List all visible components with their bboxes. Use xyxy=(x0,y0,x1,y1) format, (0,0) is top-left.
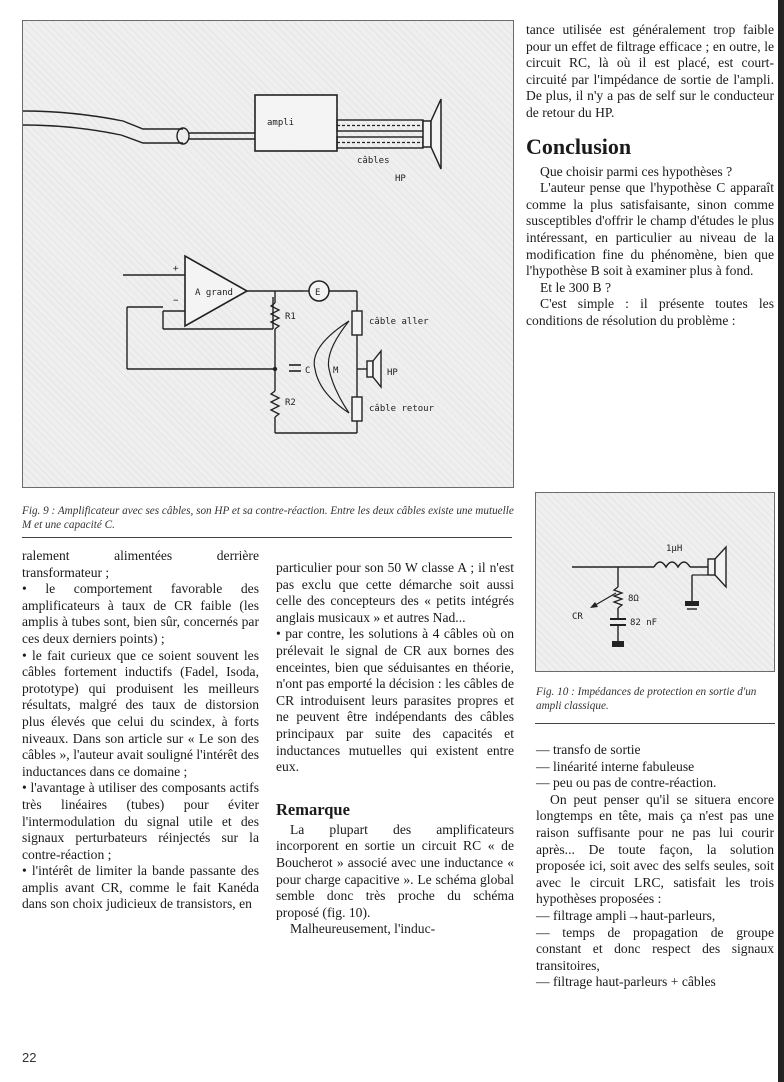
cr-arrow-icon xyxy=(590,602,598,608)
plus-label: + xyxy=(173,264,179,274)
minus-label: − xyxy=(173,296,179,306)
ground-icon xyxy=(612,641,624,647)
figure-9-caption: Fig. 9 : Amplificateur avec ses câbles, son HP et sa contre-réaction. Entre les deux câbles existe une mutuelle M et une capacité C. xyxy=(22,505,514,531)
remarque-heading: Remarque xyxy=(276,799,350,819)
middle-paragraph-1: particulier pour son 50 W classe A ; il n'est pas exclu que cette démarche soit aussi celle des concepteurs des « petits intégrés anglais musicaux » et autres Nad... xyxy=(276,560,514,625)
column-left xyxy=(22,548,259,913)
inductor-1uh xyxy=(654,562,690,567)
figure-10-caption: Fig. 10 : Impédances de protection en sortie d'un ampli classique. xyxy=(536,686,757,712)
hp-bottom-label: HP xyxy=(387,368,398,378)
right-top-paragraph-4: Et le 300 B ? xyxy=(540,279,611,295)
figure-9-schematic xyxy=(23,21,513,487)
figure-10-caption-rule xyxy=(535,723,775,724)
r1-label: R1 xyxy=(285,312,296,322)
figure-9-caption-rule xyxy=(22,537,512,538)
inductor-label: 1µH xyxy=(666,544,683,554)
right-bottom-line-1: — transfo de sortie xyxy=(536,742,641,757)
figure-10 xyxy=(535,492,775,672)
speaker-top-icon xyxy=(431,99,441,169)
column-right-top xyxy=(526,22,774,330)
r2-resistor xyxy=(271,391,279,417)
cable-aller-label: câble aller xyxy=(369,317,429,327)
capacitor-label: 82 nF xyxy=(630,618,658,628)
mutual-arc-left xyxy=(314,321,349,413)
a-grand-label: A grand xyxy=(195,288,233,298)
right-bottom-line-2: — linéarité interne fabuleuse xyxy=(536,758,695,774)
column-right-bottom xyxy=(536,742,774,991)
page-number: 22 xyxy=(22,1050,37,1065)
speaker-icon xyxy=(715,547,726,587)
cr-label: CR xyxy=(572,612,583,622)
resistor-8-ohm xyxy=(614,587,622,608)
column-middle xyxy=(276,560,514,938)
figure-9 xyxy=(22,20,514,488)
cables-label: câbles xyxy=(357,156,390,166)
middle-paragraph-3: La plupart des amplificateurs incorporent en sortie un circuit RC « de Boucherot » associé avec une inductance « pour charge capacitive ». Le schéma global semble donc très proche du schéma proposé (fig. 10). xyxy=(276,821,514,920)
right-top-paragraph-3: L'auteur pense que l'hypothèse C apparaît comme la plus satisfaisante, sinon comme susceptibles d'offrir le champ d'études le plus intéressant, en particulier au niveau de la modification fine du phénomène, bien que l'hypothèse B soit à examiner plus à fond. xyxy=(526,180,774,279)
r2-label: R2 xyxy=(285,398,296,408)
left-paragraph-2: • le comportement favorable des amplificateurs à taux de CR faible (les amplis à tubes sont, bien sûr, concernés par ces deux derniers points) ; xyxy=(22,581,259,646)
left-paragraph-1: ralement alimentées derrière transformateur ; xyxy=(22,548,259,580)
right-bottom-line-6: — temps de propagation de groupe constant et donc respect des signaux transitoires, xyxy=(536,924,774,973)
ampli-label: ampli xyxy=(267,118,295,128)
binding-edge xyxy=(778,0,784,1082)
middle-paragraph-4: Malheureusement, l'induc- xyxy=(290,921,436,937)
right-top-paragraph-2: Que choisir parmi ces hypothèses ? xyxy=(540,163,733,179)
cable-retour-label: câble retour xyxy=(369,404,435,414)
right-top-paragraph-1: tance utilisée est généralement trop faible pour un effet de filtrage efficace ; en outre, le circuit RC, là où il est placé, est court-circuité par l'impédance de sortie de l'ampli. De plus, il n'y a pas de self sur le conducteur de retour du HP. xyxy=(526,22,774,120)
left-paragraph-4: • l'avantage à utiliser des composants actifs très linéaires (tubes) pour éviter l'intermodulation du signal utile et des signaux perturbateurs réinjectés sur la contre-réaction ; xyxy=(22,780,259,862)
r1-resistor xyxy=(271,303,279,329)
right-bottom-line-5: — filtrage ampli→haut-parleurs, xyxy=(536,907,716,923)
conclusion-heading: Conclusion xyxy=(526,133,632,159)
cable-aller xyxy=(352,311,362,335)
cable-retour xyxy=(352,397,362,421)
hp-top-label: HP xyxy=(395,174,406,184)
right-bottom-paragraph-4: On peut penser qu'il se situera encore longtemps en tête, mais ça n'est pas une raison suffisante pour ne pas lui courir après... De toute façon, la solution proposée ici, soit avec des selfs seules, soit avec le circuit LRC, satisfait les trois hypothèses proposées : xyxy=(536,791,774,907)
right-bottom-line-7: — filtrage haut-parleurs + câbles xyxy=(536,974,716,990)
figure-10-schematic xyxy=(536,493,774,671)
c-label: C xyxy=(305,366,311,376)
left-paragraph-5: • l'intérêt de limiter la bande passante des amplis avant CR, comme le fait Kanéda dans son choix judicieux de transistors, en xyxy=(22,863,259,912)
m-label: M xyxy=(333,366,339,376)
resistor-label: 8Ω xyxy=(628,594,639,604)
e-label: E xyxy=(315,288,321,298)
right-top-paragraph-5: C'est simple : il présente toutes les conditions de résolution du problème : xyxy=(526,296,774,328)
speaker-bottom-icon xyxy=(373,351,381,387)
right-bottom-line-3: — peu ou pas de contre-réaction. xyxy=(536,775,717,791)
middle-paragraph-2: • par contre, les solutions à 4 câbles où on prélevait le signal de CR aux bornes des enceintes, bien que séduisantes en théorie, n'ont pas emporté la décision : les câbles de CR introduisent leurs parasites propres et ne peuvent être indépendants des câbles principaux par suite des capacités et inductances mutuelles qui existent entre eux. xyxy=(276,626,514,775)
left-paragraph-3: • le fait curieux que ce soient souvent les câbles fortement inductifs (Fadel, Isoda, prototype) qui produisent les meilleurs résultats, malgré des taux de distorsion plus élevés que celui du scindex, à forts niveaux. Dans son article sur « Le son des câbles », l'auteur avait souligné l'intérêt des inductances dans ce domaine ; xyxy=(22,647,259,779)
